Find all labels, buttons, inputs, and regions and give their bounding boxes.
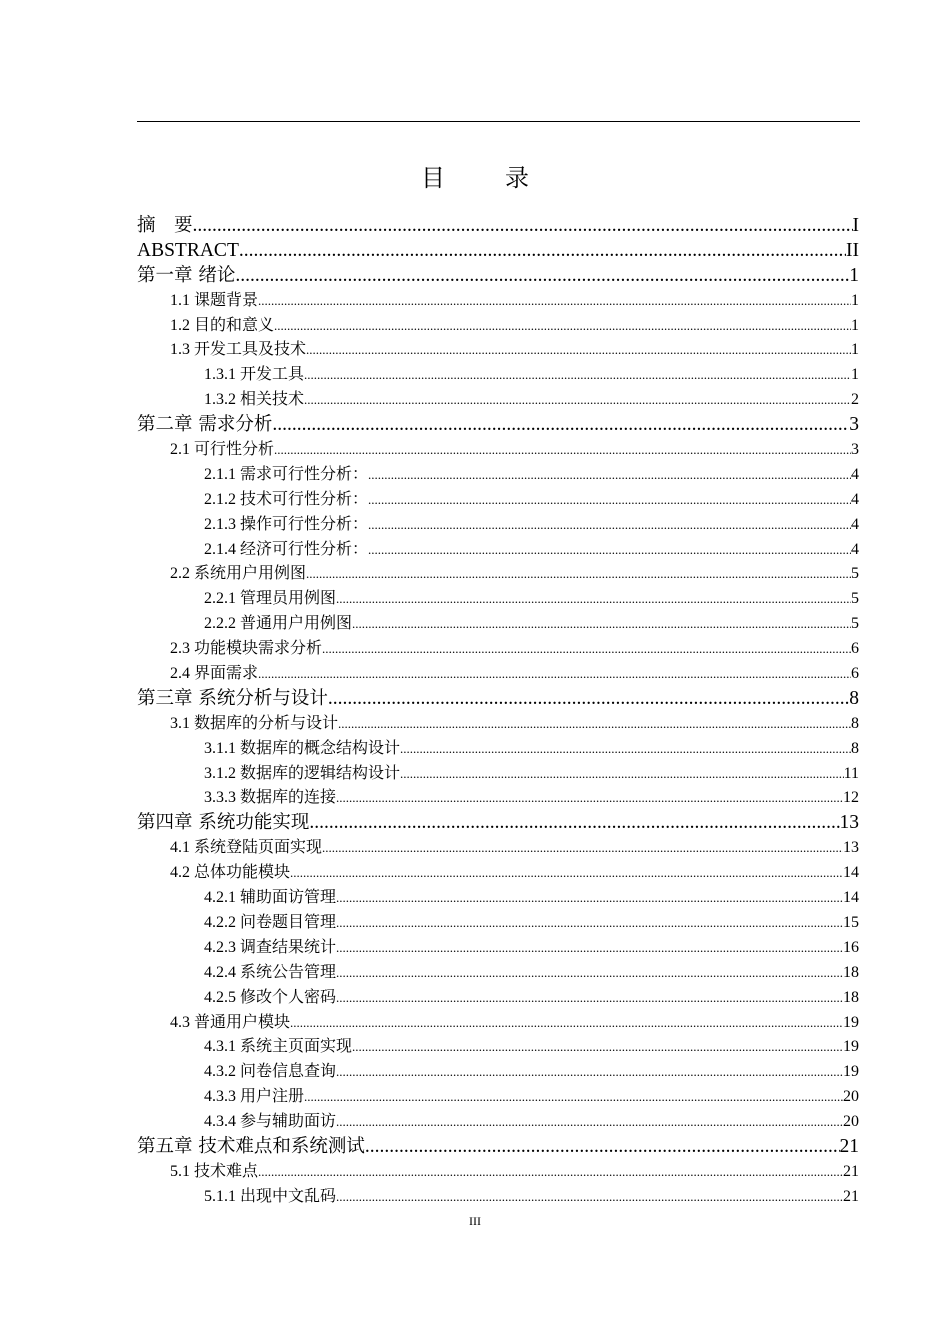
- toc-entry-label: 第三章 系统分析与设计: [137, 687, 328, 709]
- toc-section-entry[interactable]: [137, 438, 859, 463]
- toc-page-number: 4: [851, 490, 859, 508]
- toc-entry-label: 2.3 功能模块需求分析: [170, 640, 323, 658]
- toc-dot-leader: [274, 314, 851, 339]
- toc-page-number: 13: [843, 839, 859, 857]
- toc-chapter-entry[interactable]: [137, 811, 859, 836]
- toc-page-number: 5: [851, 590, 859, 608]
- toc-page-number: 11: [843, 764, 859, 782]
- toc-chapter-entry[interactable]: [137, 239, 859, 264]
- toc-page-number: 13: [839, 812, 859, 834]
- toc-page-number: 21: [843, 1187, 859, 1205]
- toc-entry-label: 2.4 界面需求: [170, 665, 259, 683]
- toc-dot-leader: [258, 1160, 843, 1185]
- toc-page-number: 14: [843, 889, 859, 907]
- toc-chapter-entry[interactable]: [137, 264, 859, 289]
- toc-page-number: 6: [851, 665, 859, 683]
- toc-page-number: 14: [843, 864, 859, 882]
- toc-dot-leader: [368, 463, 851, 488]
- toc-page-number: 15: [843, 913, 859, 931]
- toc-subsection-entry[interactable]: [137, 762, 859, 787]
- toc-chapter-entry[interactable]: [137, 413, 859, 438]
- toc-page-number: 20: [843, 1113, 859, 1131]
- toc-subsection-entry[interactable]: [137, 1060, 859, 1085]
- page-title: 目 录: [421, 164, 547, 192]
- footer-page-number: III: [469, 1214, 481, 1228]
- toc-dot-leader: [368, 488, 851, 513]
- toc-dot-leader: [400, 737, 851, 762]
- toc-section-entry[interactable]: [137, 314, 859, 339]
- toc-entry-label: 摘 要: [137, 215, 193, 236]
- toc-entry-label: 4.2.3 调查结果统计: [204, 938, 337, 956]
- toc-dot-leader: [258, 289, 851, 314]
- toc-entry-label: 2.2 系统用户用例图: [170, 565, 307, 583]
- toc-page-number: 6: [851, 640, 859, 658]
- toc-entry-label: 2.1.4 经济可行性分析：: [204, 540, 369, 558]
- toc-entry-label: 4.3.4 参与辅助面访: [204, 1113, 337, 1131]
- toc-dot-leader: [193, 214, 853, 239]
- toc-dot-leader: [336, 936, 843, 961]
- toc-dot-leader: [352, 1035, 843, 1060]
- toc-subsection-entry[interactable]: [137, 538, 859, 563]
- toc-page-number: 18: [843, 988, 859, 1006]
- toc-entry-label: 4.3.2 问卷信息查询: [204, 1063, 337, 1081]
- toc-dot-leader: [336, 587, 851, 612]
- toc-subsection-entry[interactable]: [137, 1185, 859, 1210]
- toc-dot-leader: [336, 1185, 843, 1210]
- toc-dot-leader: [365, 1135, 840, 1160]
- toc-entry-label: 5.1.1 出现中文乱码: [204, 1187, 337, 1205]
- toc-page-number: 5: [851, 615, 859, 633]
- toc-subsection-entry[interactable]: [137, 363, 859, 388]
- toc-page-number: 8: [851, 714, 859, 732]
- toc-entry-label: 第四章 系统功能实现: [137, 812, 310, 834]
- toc-dot-leader: [306, 562, 851, 587]
- table-of-contents: [137, 214, 859, 1210]
- toc-page-number: 4: [851, 540, 859, 558]
- toc-dot-leader: [336, 1060, 843, 1085]
- toc-page-number: 3: [849, 414, 859, 436]
- toc-section-entry[interactable]: [137, 562, 859, 587]
- toc-dot-leader: [304, 363, 851, 388]
- toc-entry-label: 4.1 系统登陆页面实现: [170, 839, 323, 857]
- toc-entry-label: 4.2.4 系统公告管理: [204, 963, 337, 981]
- toc-dot-leader: [274, 438, 851, 463]
- toc-section-entry[interactable]: [137, 662, 859, 687]
- toc-page-number: 19: [843, 1063, 859, 1081]
- toc-section-entry[interactable]: [137, 836, 859, 861]
- toc-subsection-entry[interactable]: [137, 886, 859, 911]
- toc-dot-leader: [368, 513, 851, 538]
- toc-entry-label: 5.1 技术难点: [170, 1162, 259, 1180]
- toc-page-number: 19: [843, 1038, 859, 1056]
- toc-chapter-entry[interactable]: [137, 214, 859, 239]
- toc-dot-leader: [336, 911, 843, 936]
- toc-section-entry[interactable]: [137, 1011, 859, 1036]
- toc-page-number: 20: [843, 1088, 859, 1106]
- toc-page-number: 1: [851, 316, 859, 334]
- toc-dot-leader: [336, 986, 843, 1011]
- toc-entry-label: 3.1.1 数据库的概念结构设计: [204, 739, 401, 757]
- toc-dot-leader: [322, 836, 843, 861]
- toc-entry-label: 4.3.1 系统主页面实现: [204, 1038, 353, 1056]
- toc-section-entry[interactable]: [137, 338, 859, 363]
- toc-subsection-entry[interactable]: [137, 513, 859, 538]
- toc-page-number: 1: [849, 264, 859, 286]
- toc-subsection-entry[interactable]: [137, 612, 859, 637]
- toc-page-number: 21: [843, 1162, 859, 1180]
- toc-entry-label: 4.2 总体功能模块: [170, 864, 291, 882]
- toc-subsection-entry[interactable]: [137, 1085, 859, 1110]
- toc-dot-leader: [306, 338, 851, 363]
- toc-dot-leader: [328, 687, 849, 712]
- header-rule: [137, 121, 860, 122]
- toc-dot-leader: [290, 861, 843, 886]
- toc-section-entry[interactable]: [137, 637, 859, 662]
- toc-section-entry[interactable]: [137, 861, 859, 886]
- toc-subsection-entry[interactable]: [137, 936, 859, 961]
- toc-entry-label: 4.2.5 修改个人密码: [204, 988, 337, 1006]
- toc-dot-leader: [304, 1085, 843, 1110]
- toc-dot-leader: [352, 612, 851, 637]
- toc-entry-label: 4.2.2 问卷题目管理: [204, 913, 337, 931]
- toc-page-number: 18: [843, 963, 859, 981]
- toc-entry-label: 2.1.1 需求可行性分析：: [204, 465, 369, 483]
- toc-entry-label: 4.3 普通用户模块: [170, 1013, 291, 1031]
- toc-subsection-entry[interactable]: [137, 463, 859, 488]
- toc-entry-label: 2.2.1 管理员用例图: [204, 590, 337, 608]
- toc-entry-label: 2.1 可行性分析: [170, 441, 275, 459]
- toc-dot-leader: [400, 762, 844, 787]
- toc-dot-leader: [336, 786, 843, 811]
- toc-entry-label: 第二章 需求分析: [137, 414, 273, 436]
- toc-chapter-entry[interactable]: [137, 687, 859, 712]
- toc-dot-leader: [272, 413, 849, 438]
- toc-entry-label: 4.3.3 用户注册: [204, 1088, 305, 1106]
- toc-page-number: 1: [851, 341, 859, 359]
- toc-page-number: 19: [843, 1013, 859, 1031]
- toc-entry-label: ABSTRACT: [137, 239, 239, 261]
- toc-entry-label: 2.1.3 操作可行性分析：: [204, 515, 369, 533]
- toc-subsection-entry[interactable]: [137, 986, 859, 1011]
- toc-entry-label: 4.2.1 辅助面访管理: [204, 889, 337, 907]
- toc-page-number: 16: [843, 938, 859, 956]
- toc-subsection-entry[interactable]: [137, 388, 859, 413]
- toc-page-number: 8: [849, 687, 859, 709]
- toc-entry-label: 1.2 目的和意义: [170, 316, 275, 334]
- toc-dot-leader: [338, 712, 851, 737]
- toc-entry-label: 3.3.3 数据库的连接: [204, 789, 337, 807]
- toc-dot-leader: [239, 239, 846, 264]
- toc-subsection-entry[interactable]: [137, 961, 859, 986]
- toc-subsection-entry[interactable]: [137, 587, 859, 612]
- toc-entry-label: 第五章 技术难点和系统测试: [137, 1135, 365, 1157]
- toc-dot-leader: [309, 811, 839, 836]
- toc-entry-label: 3.1 数据库的分析与设计: [170, 714, 339, 732]
- toc-subsection-entry[interactable]: [137, 1110, 859, 1135]
- toc-subsection-entry[interactable]: [137, 1035, 859, 1060]
- toc-subsection-entry[interactable]: [137, 737, 859, 762]
- toc-subsection-entry[interactable]: [137, 911, 859, 936]
- toc-page-number: 1: [851, 291, 859, 309]
- toc-dot-leader: [336, 961, 843, 986]
- toc-entry-label: 1.3 开发工具及技术: [170, 341, 307, 359]
- toc-subsection-entry[interactable]: [137, 786, 859, 811]
- toc-subsection-entry[interactable]: [137, 488, 859, 513]
- toc-entry-label: 1.1 课题背景: [170, 291, 259, 309]
- toc-section-entry[interactable]: [137, 712, 859, 737]
- toc-dot-leader: [290, 1011, 843, 1036]
- toc-page-number: II: [846, 239, 859, 261]
- toc-dot-leader: [258, 662, 851, 687]
- toc-page-number: 12: [843, 789, 859, 807]
- toc-page-number: 5: [851, 565, 859, 583]
- toc-page-number: 2: [851, 391, 859, 409]
- toc-section-entry[interactable]: [137, 1160, 859, 1185]
- toc-page-number: I: [852, 215, 859, 236]
- toc-chapter-entry[interactable]: [137, 1135, 859, 1160]
- toc-entry-label: 1.3.1 开发工具: [204, 366, 305, 384]
- toc-entry-label: 3.1.2 数据库的逻辑结构设计: [204, 764, 401, 782]
- toc-entry-label: 1.3.2 相关技术: [204, 391, 305, 409]
- toc-page-number: 4: [851, 515, 859, 533]
- toc-dot-leader: [336, 1110, 843, 1135]
- toc-page-number: 1: [851, 366, 859, 384]
- toc-dot-leader: [368, 538, 851, 563]
- toc-page-number: 4: [851, 465, 859, 483]
- toc-page-number: 8: [851, 739, 859, 757]
- toc-entry-label: 2.1.2 技术可行性分析：: [204, 490, 369, 508]
- toc-dot-leader: [304, 388, 851, 413]
- toc-dot-leader: [322, 637, 851, 662]
- toc-section-entry[interactable]: [137, 289, 859, 314]
- toc-page-number: 21: [839, 1135, 859, 1157]
- toc-dot-leader: [336, 886, 843, 911]
- toc-entry-label: 第一章 绪论: [137, 264, 236, 286]
- toc-page-number: 3: [851, 441, 859, 459]
- toc-dot-leader: [235, 264, 849, 289]
- toc-entry-label: 2.2.2 普通用户用例图: [204, 615, 353, 633]
